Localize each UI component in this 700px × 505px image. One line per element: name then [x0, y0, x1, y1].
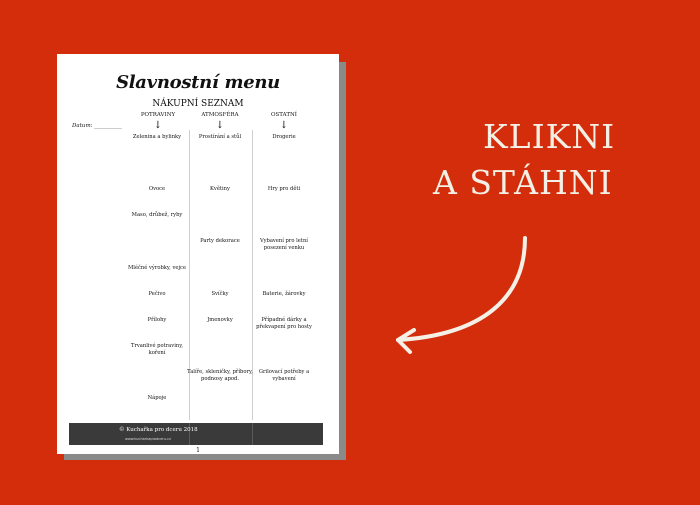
list-item: Grilovací potřeby a vybavení: [258, 369, 310, 382]
list-item: Svíčky: [211, 291, 229, 297]
document-subtitle: NÁKUPNÍ SEZNAM: [152, 99, 244, 109]
list-item: Jmenovky: [207, 317, 233, 323]
cta-line-2[interactable]: A STÁHNI: [433, 163, 613, 202]
list-item: Talíře, skleničky, příbory, podnosy apod.: [187, 369, 253, 382]
list-item: Přílohy: [147, 317, 167, 323]
footer-copyright: © Kuchařka pro dceru 2018: [119, 427, 198, 433]
list-item: Květiny: [210, 186, 230, 192]
list-item: Hry pro děti: [267, 186, 301, 192]
list-item: Vybavení pro letní posezení venku: [260, 238, 308, 251]
cta-line-1[interactable]: KLIKNI: [483, 117, 616, 156]
list-item: Případné dárky a překvapení pro hosty: [256, 317, 312, 330]
list-item: Maso, drůbež, ryby: [131, 212, 183, 218]
list-item: Party dekorace: [200, 238, 240, 244]
down-arrow-icon: ↓: [215, 120, 225, 131]
list-item: Zelenina a bylinky: [132, 134, 182, 140]
down-arrow-icon: ↓: [153, 120, 163, 131]
column-header-atmosfera: ATMOSFÉRA: [201, 112, 239, 118]
list-item: Baterie, žárovky: [262, 291, 306, 297]
footer-url: www.kucharkaprodceru.cz: [125, 437, 171, 441]
column-header-potraviny: POTRAVINY: [140, 112, 176, 118]
column-header-ostatni: OSTATNÍ: [271, 112, 297, 118]
list-item: Pečivo: [148, 291, 166, 297]
page-number: 1: [196, 447, 200, 454]
list-item: Prostírání a stůl: [198, 134, 242, 140]
list-item: Ovoce: [148, 186, 166, 192]
list-item: Drogerie: [272, 134, 296, 140]
list-item: Mléčné výrobky, vejce: [127, 265, 187, 271]
list-item: Trvanlivé potraviny, koření: [130, 343, 184, 356]
date-field: Datum: __________: [72, 123, 122, 129]
down-arrow-icon: ↓: [279, 120, 289, 131]
list-item: Nápoje: [147, 395, 167, 401]
document-title: Slavnostní menu: [116, 72, 280, 93]
